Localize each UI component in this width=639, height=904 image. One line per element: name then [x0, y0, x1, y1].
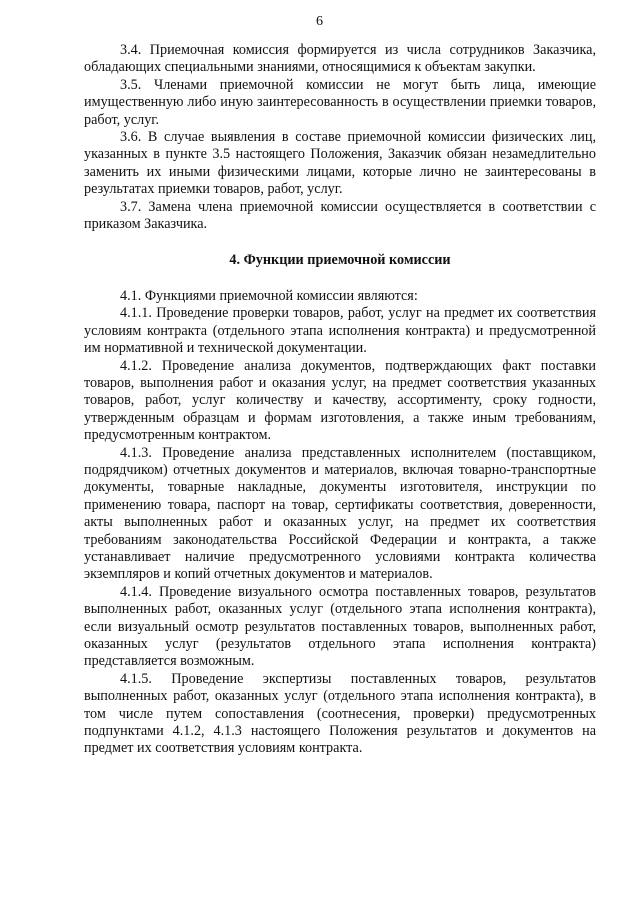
section-title: 4. Функции приемочной комиссии [229, 252, 451, 269]
page-number: 6 [316, 14, 323, 29]
paragraph-4-1-1: 4.1.1. Проведение проверки товаров, работ, услуг на предмет их соответствия условиям контракта (отдельного этапа исполнения контракта) и предусмотренной им нормативной и технической документации. [84, 305, 596, 357]
paragraph-3-4: 3.4. Приемочная комиссия формируется из числа сотрудников Заказчика, обладающих специальными знаниями, относящимися к объектам закупки. [84, 42, 596, 76]
paragraph-3-6: 3.6. В случае выявления в составе приемочной комиссии физических лиц, указанных в пункте 3.5 настоящего Положения, Заказчик обязан незамедлительно заменить их иными физическими лицами, которые лично не заинтересованы в результатах приемки товаров, работ, услуг. [84, 129, 596, 198]
paragraph-4-1-5: 4.1.5. Проведение экспертизы поставленных товаров, результатов выполненных работ, оказанных услуг (отдельного этапа исполнения контракта), в том числе путем сопоставления (соотнесения, проверки) предусмотренных подпунктами 4.1.2, 4.1.3 настоящего Положения результатов и документов на предмет их соответствия условиям контракта. [84, 670, 596, 757]
paragraph-4-1-2: 4.1.2. Проведение анализа документов, подтверждающих факт поставки товаров, выполнения работ и оказания услуг, на предмет соответствия указанных товаров, работ, услуг количеству и качеству, ассортименту, сроку годности, утвержденным образцам и формам изготовления, а также иным требованиям, предусмотренным контрактом. [84, 357, 596, 444]
document-body [84, 42, 596, 758]
paragraph-4-1-4: 4.1.4. Проведение визуального осмотра поставленных товаров, результатов выполненных работ, оказанных услуг (отдельного этапа исполнения контракта), если визуальный осмотр результатов поставленных товаров, выполненных работ, оказанных услуг (результатов отдельного этапа исполнения контракта) представляется возможным. [84, 583, 596, 670]
paragraph-3-5: 3.5. Членами приемочной комиссии не могут быть лица, имеющие имущественную либо иную заинтересованность в осуществлении приемки товаров, работ, услуг. [84, 76, 596, 128]
paragraph-4-1-3: 4.1.3. Проведение анализа представленных исполнителем (поставщиком, подрядчиком) отчетных документов и материалов, включая товарно-транспортные документы, товарные накладные, документы изготовителя, инструкции по применению товара, паспорт на товар, сертификаты соответствия, доверенности, акты выполненных работ и оказанных услуг, на предмет их соответствия требованиям законодательства Российской Федерации и контракта, а также устанавливает наличие предусмотренного условиями контракта количества экземпляров и копий отчетных документов и материалов. [84, 444, 596, 583]
paragraph-3-7: 3.7. Замена члена приемочной комиссии осуществляется в соответствии с приказом Заказчика. [84, 198, 596, 233]
paragraph-4-1: 4.1. Функциями приемочной комиссии являются: [120, 287, 418, 304]
